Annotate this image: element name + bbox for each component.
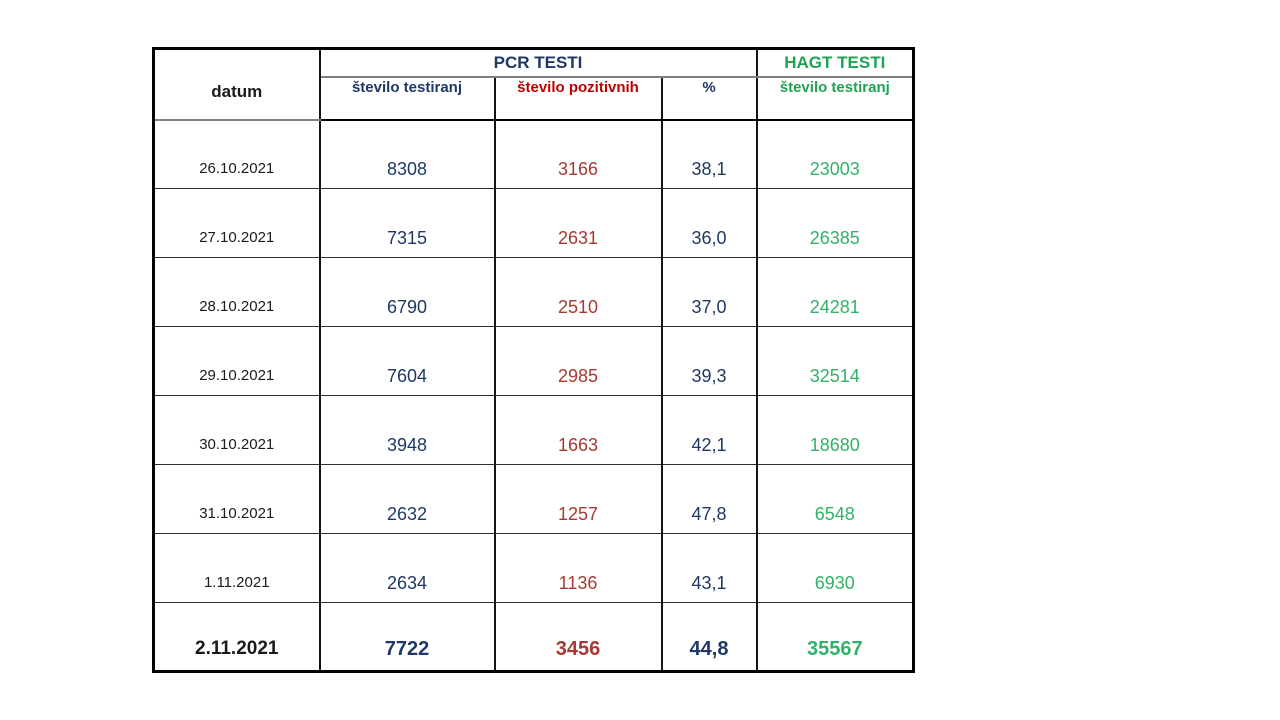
column-header-pcr-tested: število testiranj [320,77,495,120]
covid-test-table [152,47,915,673]
cell-percent: 38,1 [662,120,757,189]
cell-pcr-positive: 3456 [495,603,662,672]
cell-hagt-tested: 23003 [757,120,914,189]
cell-date: 1.11.2021 [154,534,320,603]
cell-hagt-tested: 24281 [757,258,914,327]
column-header-percent: % [662,77,757,120]
cell-date: 28.10.2021 [154,258,320,327]
cell-percent: 43,1 [662,534,757,603]
table-row [154,534,914,603]
cell-pcr-positive: 2510 [495,258,662,327]
cell-pcr-positive: 2631 [495,189,662,258]
column-group-hagt-testi: HAGT TESTI [757,49,914,77]
cell-percent: 39,3 [662,327,757,396]
cell-percent: 47,8 [662,465,757,534]
cell-date: 29.10.2021 [154,327,320,396]
cell-hagt-tested: 32514 [757,327,914,396]
column-header-hagt-tested: število testiranj [757,77,914,120]
table-row [154,603,914,672]
cell-percent: 36,0 [662,189,757,258]
table-row [154,465,914,534]
cell-pcr-tested: 2632 [320,465,495,534]
table-header [154,49,914,120]
cell-pcr-tested: 2634 [320,534,495,603]
cell-pcr-tested: 7604 [320,327,495,396]
cell-date: 27.10.2021 [154,189,320,258]
cell-hagt-tested: 26385 [757,189,914,258]
table-body [154,120,914,672]
cell-date: 26.10.2021 [154,120,320,189]
cell-date: 31.10.2021 [154,465,320,534]
cell-percent: 44,8 [662,603,757,672]
table-row [154,189,914,258]
cell-pcr-positive: 1257 [495,465,662,534]
column-group-pcr-testi: PCR TESTI [320,49,757,77]
group-header-row [154,49,914,77]
cell-percent: 37,0 [662,258,757,327]
cell-hagt-tested: 18680 [757,396,914,465]
cell-pcr-positive: 3166 [495,120,662,189]
cell-pcr-tested: 7315 [320,189,495,258]
cell-date: 30.10.2021 [154,396,320,465]
table-row [154,396,914,465]
table-row [154,120,914,189]
cell-pcr-positive: 1136 [495,534,662,603]
cell-pcr-tested: 8308 [320,120,495,189]
cell-pcr-positive: 1663 [495,396,662,465]
cell-date: 2.11.2021 [154,603,320,672]
cell-hagt-tested: 6548 [757,465,914,534]
cell-pcr-positive: 2985 [495,327,662,396]
cell-pcr-tested: 6790 [320,258,495,327]
table-row [154,258,914,327]
cell-hagt-tested: 6930 [757,534,914,603]
cell-percent: 42,1 [662,396,757,465]
table-row [154,327,914,396]
column-header-datum: datum [154,49,320,120]
column-header-pcr-positive: število pozitivnih [495,77,662,120]
cell-pcr-tested: 3948 [320,396,495,465]
cell-pcr-tested: 7722 [320,603,495,672]
cell-hagt-tested: 35567 [757,603,914,672]
